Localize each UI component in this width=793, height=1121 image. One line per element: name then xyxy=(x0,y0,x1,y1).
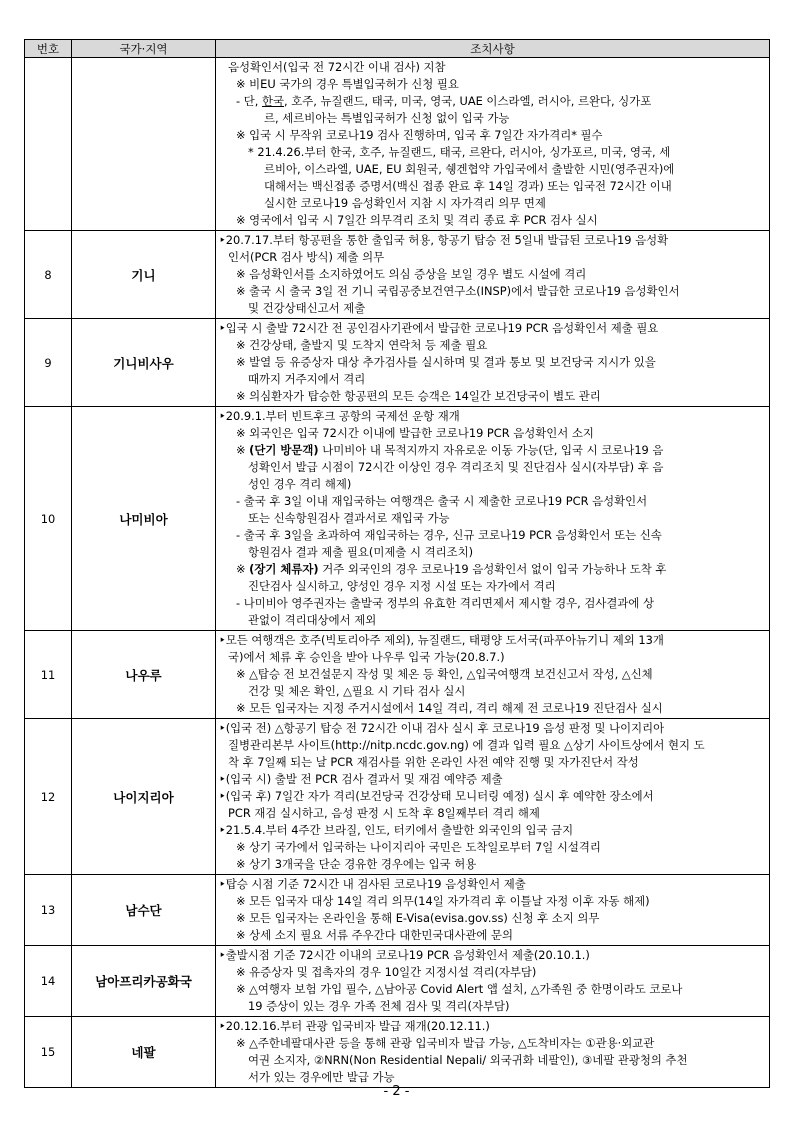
row-number: 10 xyxy=(25,407,72,631)
measure-line xyxy=(219,700,765,717)
row-number: 14 xyxy=(25,946,72,1017)
measure-text: ※ 모든 입국자는 지정 주거시설에서 14일 격리, 격리 해제 전 코로나19 진단검사 실시 xyxy=(236,701,663,715)
measure-text: ‣21.5.4.부터 4주간 브라질, 인도, 터키에서 출발한 외국인의 입국 금지 xyxy=(219,823,574,837)
measure-line xyxy=(219,771,765,788)
measure-line xyxy=(219,822,765,839)
measure-text: ※ xyxy=(236,443,250,457)
measure-text: 여권 소지자, ②NRN(Non Residential Nepali/ 외국귀화 네팔인), ③네팔 관광청의 추천 xyxy=(248,1053,688,1067)
measure-line xyxy=(219,195,765,212)
measure-text: ※ xyxy=(236,562,250,576)
country-name: 나미비아 xyxy=(72,407,216,631)
table-row xyxy=(25,58,770,231)
measure-line xyxy=(219,354,765,371)
measure-line xyxy=(219,649,765,666)
measure-text: ‣모든 여행객은 호주(빅토리아주 제외), 뉴질랜드, 태평양 도서국(파푸아뉴기니 제외 13개 xyxy=(219,633,664,647)
measure-text: 서가 있는 경우에만 발급 가능 xyxy=(248,1070,395,1084)
measure-line xyxy=(219,856,765,873)
measure-line xyxy=(219,927,765,944)
measure-text: 및 건강상태신고서 제출 xyxy=(248,301,366,315)
row-number: 8 xyxy=(25,231,72,319)
measure-text: ※ 상기 3개국을 단순 경유한 경우에는 입국 허용 xyxy=(236,857,477,871)
measure-text: - 출국 후 3일 이내 재입국하는 여행객은 출국 시 제출한 코로나19 PCR 음성확인서 xyxy=(236,494,648,508)
measure-line xyxy=(219,266,765,283)
measure-text: PCR 재검 실시하고, 음성 판정 시 도착 후 8일째부터 격리 해제 xyxy=(228,806,540,820)
table-row xyxy=(25,1017,770,1088)
table-row xyxy=(25,875,770,946)
measure-text: ※ 음성확인서를 소지하였어도 의심 증상을 보일 경우 별도 시설에 격리 xyxy=(236,267,587,281)
table-row xyxy=(25,631,770,719)
measure-text: ※ △여행자 보험 가입 필수, △남아공 Covid Alert 앱 설치, △가족원 중 한명이라도 코로나 xyxy=(236,982,683,996)
measure-text: ※ 출국 시 출국 3일 전 기니 국립공중보건연구소(INSP)에서 발급한 코로나19 음성확인서 xyxy=(236,284,680,298)
measure-line xyxy=(219,408,765,425)
measure-text: ※ 입국 시 무작위 코로나19 검사 진행하며, 입국 후 7일간 자가격리* 필수 xyxy=(236,128,603,142)
measure-line xyxy=(219,839,765,856)
measure-text: 19 증상이 있는 경우 가족 전체 검사 및 격리(자부담) xyxy=(248,999,510,1013)
measure-line xyxy=(219,632,765,649)
measures-cell xyxy=(216,58,770,231)
measure-text: ‣(입국 전) △항공기 탑승 전 72시간 이내 검사 실시 후 코로나19 음성 판정 및 나이지리아 xyxy=(219,721,665,735)
measure-line xyxy=(219,561,765,578)
country-name: 남아프리카공화국 xyxy=(72,946,216,1017)
measure-text: ※ 영국에서 입국 시 7일간 의무격리 조치 및 격리 종료 후 PCR 검사 실시 xyxy=(236,213,598,227)
country-name: 나이지리아 xyxy=(72,719,216,875)
header-country: 국가·지역 xyxy=(72,40,216,58)
measure-line xyxy=(219,998,765,1015)
country-name: 기니비사우 xyxy=(72,319,216,407)
row-number: 13 xyxy=(25,875,72,946)
measure-text: 건강 및 체온 확인, △필요 시 기타 검사 실시 xyxy=(248,684,466,698)
table-header-row xyxy=(25,40,770,58)
measure-text: ※ 외국인은 입국 72시간 이내에 발급한 코로나19 PCR 음성확인서 소지 xyxy=(236,426,594,440)
measures-cell xyxy=(216,946,770,1017)
measure-line xyxy=(219,127,765,144)
measure-text: ‣(입국 후) 7일간 자가 격리(보건당국 건강상태 모니터링 예정) 실시 후 예약한 장소에서 xyxy=(219,789,654,803)
measure-text: ※ 의심환자가 탑승한 항공편의 모든 승객은 14일간 보건당국이 별도 관리 xyxy=(236,389,601,403)
measures-table xyxy=(24,39,770,1088)
measure-text: ‣탑승 시점 기준 72시간 내 검사된 코로나19 음성확인서 제출 xyxy=(219,877,526,891)
measure-line xyxy=(219,459,765,476)
bold-label: (단기 방문객) xyxy=(249,443,319,457)
measures-cell xyxy=(216,631,770,719)
measure-line xyxy=(219,232,765,249)
row-number: 11 xyxy=(25,631,72,719)
measure-text: ※ 건강상태, 출발지 및 도착지 연락처 등 제출 필요 xyxy=(236,338,488,352)
measure-line xyxy=(219,737,765,754)
measure-text: 성인 경우 격리 해제) xyxy=(248,477,352,491)
row-number: 9 xyxy=(25,319,72,407)
measure-line xyxy=(219,388,765,405)
header-measures: 조치사항 xyxy=(216,40,770,58)
measure-text: 실시한 코로나19 음성확인서 지참 시 자가격리 의무 면제 xyxy=(264,196,546,210)
measure-line xyxy=(219,59,765,76)
country-name: 네팔 xyxy=(72,1017,216,1088)
measure-text: 또는 신속항원검사 결과서로 재입국 가능 xyxy=(248,511,450,525)
measure-text: 질병관리본부 사이트(http://nitp.ncdc.gov.ng) 에 결과 입력 필요 △상기 사이트상에서 현지 도 xyxy=(228,738,705,752)
measure-line xyxy=(219,666,765,683)
measure-text: ※ 모든 입국자 대상 14일 격리 의무(14일 자가격리 후 이틀날 자정 이후 자동 해제) xyxy=(236,894,650,908)
measure-line xyxy=(219,76,765,93)
measure-line xyxy=(219,754,765,771)
measure-text: ※ 상세 소지 필요 서류 주우간다 대한민국대사관에 문의 xyxy=(236,928,513,942)
measure-text: - 출국 후 3일을 초과하여 재입국하는 경우, 신규 코로나19 PCR 음성확인서 또는 신속 xyxy=(236,528,662,542)
measure-line xyxy=(219,805,765,822)
measure-text-cont: , 호주, 뉴질랜드, 태국, 미국, 영국, UAE 이스라엘, 러시아, 르완다, 싱가포 xyxy=(284,94,652,108)
measure-line xyxy=(219,425,765,442)
header-no: 번호 xyxy=(25,40,72,58)
measure-text: 르, 세르비아는 특별입국허가 신청 없이 입국 가능 xyxy=(264,111,510,125)
measure-text: * 21.4.26.부터 한국, 호주, 뉴질랜드, 태국, 르완다, 러시아, 싱가포르, 미국, 영국, 세 xyxy=(248,145,671,159)
measure-line xyxy=(219,510,765,527)
country-name: 기니 xyxy=(72,231,216,319)
table-row xyxy=(25,946,770,1017)
country-name: 남수단 xyxy=(72,875,216,946)
measure-line xyxy=(219,212,765,229)
row-number xyxy=(25,58,72,231)
measures-cell xyxy=(216,1017,770,1088)
measures-cell xyxy=(216,875,770,946)
measure-line xyxy=(219,578,765,595)
measure-line xyxy=(219,612,765,629)
measure-line xyxy=(219,947,765,964)
measures-cell xyxy=(216,231,770,319)
measure-text: ‣입국 시 출발 72시간 전 공인검사기관에서 발급한 코로나19 PCR 음성확인서 제출 필요 xyxy=(219,321,659,335)
measure-text: ※ △탑승 전 보건설문지 작성 및 체온 등 확인, △입국여행객 보건신고서 작성, △신체 xyxy=(236,667,653,681)
measure-line xyxy=(219,720,765,737)
measure-text: ‣(입국 시) 출발 전 PCR 검사 결과서 및 재검 예약증 제출 xyxy=(219,772,503,786)
row-number: 15 xyxy=(25,1017,72,1088)
measure-line xyxy=(219,1035,765,1052)
measure-text: 인서(PCR 검사 방식) 제출 의무 xyxy=(228,250,385,264)
measure-line xyxy=(219,527,765,544)
measure-text: 진단검사 실시하고, 양성인 경우 지정 시설 또는 자가에서 격리 xyxy=(248,579,556,593)
measure-text: 대해서는 백신접종 증명서(백신 접종 완료 후 14일 경과) 또는 입국전 72시간 이내 xyxy=(264,179,672,193)
measure-text: 때까지 거주지에서 격리 xyxy=(248,372,366,386)
country-name: 나우루 xyxy=(72,631,216,719)
measure-line xyxy=(219,595,765,612)
measure-text: 성확인서 발급 시점이 72시간 이상인 경우 격리조치 및 진단검사 실시(자부담) 후 음 xyxy=(248,460,664,474)
measure-line xyxy=(219,110,765,127)
measure-text: ※ 모든 입국자는 온라인을 통해 E-Visa(evisa.gov.ss) 신청 후 소지 의무 xyxy=(236,911,600,925)
measure-line xyxy=(219,544,765,561)
measure-text: ※ 비EU 국가의 경우 특별입국허가 신청 필요 xyxy=(236,77,459,91)
measure-line xyxy=(219,1052,765,1069)
measure-line xyxy=(219,788,765,805)
measure-line xyxy=(219,683,765,700)
measure-text: 르비아, 이스라엘, UAE, EU 회원국, 쉥겐협약 가입국에서 출발한 시민(영주권자)에 xyxy=(264,162,675,176)
measure-text: 음성확인서(입국 전 72시간 이내 검사) 지참 xyxy=(228,60,446,74)
measure-line xyxy=(219,893,765,910)
table-row xyxy=(25,319,770,407)
measure-line xyxy=(219,1018,765,1035)
measure-line xyxy=(219,283,765,300)
table-row xyxy=(25,231,770,319)
measure-text: ※ 발열 등 유증상자 대상 추가검사를 실시하며 및 결과 통보 및 보건당국 지시가 있을 xyxy=(236,355,656,369)
measure-line xyxy=(219,337,765,354)
measure-text: 착 후 7일째 되는 날 PCR 재검사를 위한 온라인 사전 예약 진행 및 자가진단서 작성 xyxy=(228,755,639,769)
measure-line xyxy=(219,964,765,981)
measure-line xyxy=(219,144,765,161)
measure-line xyxy=(219,300,765,317)
measure-text: 항원검사 결과 제출 필요(미제출 시 격리조치) xyxy=(248,545,474,559)
measure-text-cont: 나미비아 내 목적지까지 자유로운 이동 가능(단, 입국 시 코로나19 음 xyxy=(318,443,664,457)
measure-line xyxy=(219,442,765,459)
measures-cell xyxy=(216,719,770,875)
measures-cell xyxy=(216,407,770,631)
measure-line xyxy=(219,476,765,493)
measure-line xyxy=(219,981,765,998)
measure-text: - 나미비아 영주권자는 출발국 정부의 유효한 격리면제서 제시할 경우, 검사결과에 상 xyxy=(236,596,655,610)
measure-line xyxy=(219,178,765,195)
measure-line xyxy=(219,249,765,266)
measure-line xyxy=(219,371,765,388)
country-name xyxy=(72,58,216,231)
measure-text-cont: 거주 외국인의 경우 코로나19 음성확인서 없이 입국 가능하나 도착 후 xyxy=(318,562,667,576)
measure-line xyxy=(219,161,765,178)
measure-text: ‣20.12.16.부터 관광 입국비자 발급 재개(20.12.11.) xyxy=(219,1019,490,1033)
underlined-text: 한국 xyxy=(261,94,284,108)
bold-label: (장기 체류자) xyxy=(249,562,319,576)
measure-text: - 단, xyxy=(236,94,262,108)
measure-line xyxy=(219,320,765,337)
measure-text: ※ 유증상자 및 접촉자의 경우 10일간 지정시설 격리(자부담) xyxy=(236,965,537,979)
measures-cell xyxy=(216,319,770,407)
measure-text: ‣20.7.17.부터 항공편을 통한 출입국 허용, 항공기 탑승 전 5일내 발급된 코로나19 음성확 xyxy=(219,233,669,247)
measure-line xyxy=(219,910,765,927)
measure-line xyxy=(219,876,765,893)
measure-line xyxy=(219,93,765,110)
table-row xyxy=(25,407,770,631)
measure-text: ‣출발시점 기준 72시간 이내의 코로나19 PCR 음성확인서 제출(20.10.1.) xyxy=(219,948,590,962)
measure-line xyxy=(219,493,765,510)
measure-text: 국)에서 체류 후 승인을 받아 나우루 입국 가능(20.8.7.) xyxy=(228,650,505,664)
page-number: - 2 - xyxy=(383,1084,410,1099)
measure-text: 관없이 격리대상에서 제외 xyxy=(248,613,377,627)
row-number: 12 xyxy=(25,719,72,875)
measure-text: ※ △주한네팔대사관 등을 통해 관광 입국비자 발급 가능, △도착비자는 ①관용·외교관 xyxy=(236,1036,655,1050)
measure-text: ‣20.9.1.부터 빈트후크 공항의 국제선 운항 재개 xyxy=(219,409,460,423)
table-row xyxy=(25,719,770,875)
measure-text: ※ 상기 국가에서 입국하는 나이지리아 국민은 도착일로부터 7일 시설격리 xyxy=(236,840,601,854)
